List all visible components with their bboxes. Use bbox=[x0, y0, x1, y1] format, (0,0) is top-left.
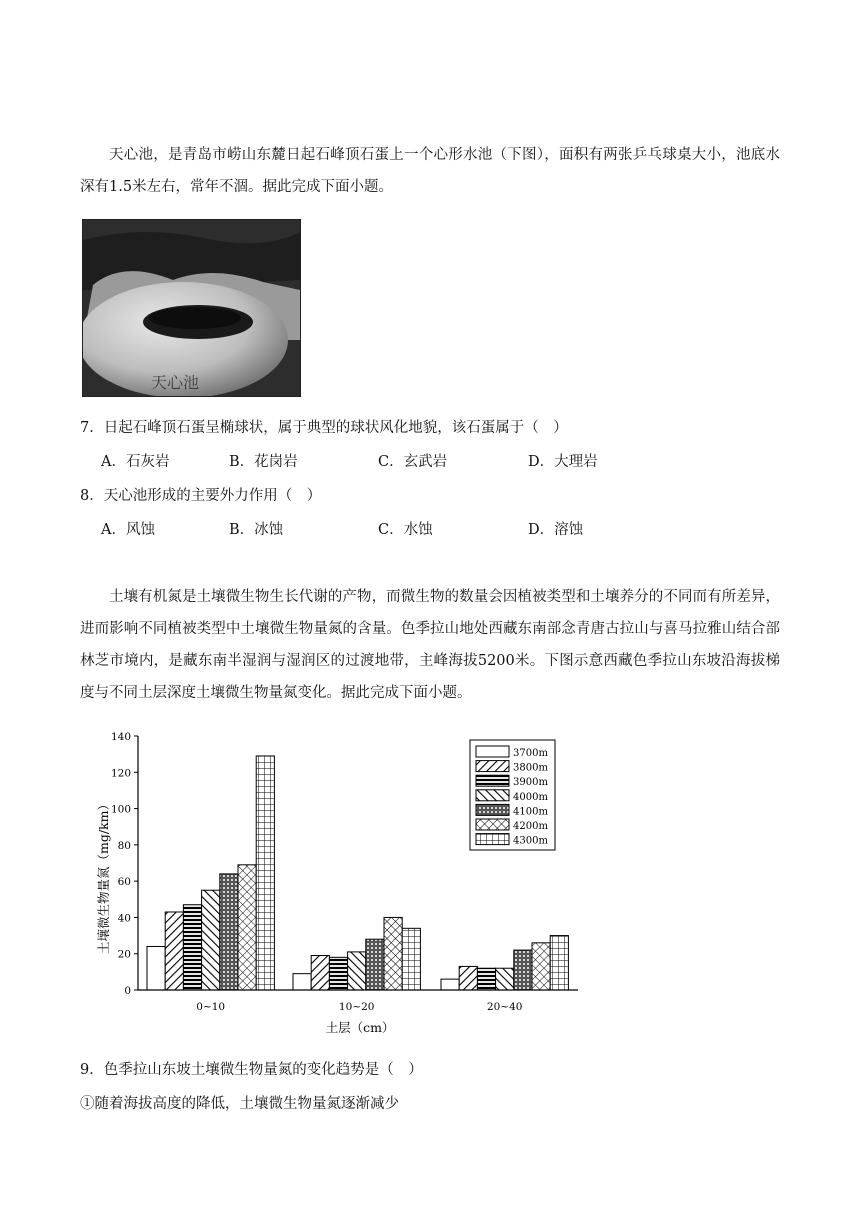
q7-option-d: D．大理岩 bbox=[528, 454, 598, 470]
y-axis-label: 土壤微生物量氮（mg/km） bbox=[96, 798, 111, 954]
y-tick-label: 120 bbox=[110, 767, 131, 780]
bar-3700m-0~10 bbox=[147, 946, 165, 990]
x-tick-label: 0~10 bbox=[196, 1001, 226, 1013]
bar-3800m-20~40 bbox=[459, 966, 477, 990]
y-tick-label: 100 bbox=[110, 803, 131, 816]
x-tick-label: 10~20 bbox=[338, 1001, 375, 1013]
q8-option-b: B．冰蚀 bbox=[229, 522, 284, 538]
question-8-stem: 8．天心池形成的主要外力作用（ ） bbox=[80, 488, 322, 504]
question-7-stem: 7．日起石峰顶石蛋呈椭球状，属于典型的球状风化地貌，该石蛋属于（ ） bbox=[80, 420, 568, 436]
bar-4200m-20~40 bbox=[532, 943, 550, 990]
bar-3700m-10~20 bbox=[293, 974, 311, 990]
bar-3900m-10~20 bbox=[329, 957, 347, 990]
bar-4200m-0~10 bbox=[238, 865, 256, 990]
y-tick-label: 0 bbox=[124, 985, 131, 997]
bar-4100m-0~10 bbox=[220, 874, 238, 990]
y-tick-label: 80 bbox=[117, 839, 131, 852]
x-tick-label: 20~40 bbox=[486, 1001, 523, 1013]
legend-swatch bbox=[476, 790, 509, 801]
photo-caption: 天心池 bbox=[151, 373, 200, 392]
bar-3800m-0~10 bbox=[165, 912, 183, 990]
bar-4000m-20~40 bbox=[496, 968, 514, 990]
legend-label: 4200m bbox=[513, 821, 548, 832]
bar-4200m-10~20 bbox=[384, 917, 402, 990]
q7-option-b: B．花岗岩 bbox=[229, 454, 298, 470]
legend-swatch bbox=[476, 775, 509, 786]
bar-3800m-10~20 bbox=[311, 956, 329, 990]
y-tick-label: 40 bbox=[117, 912, 131, 925]
bar-4300m-20~40 bbox=[550, 936, 568, 990]
y-tick-label: 60 bbox=[117, 876, 131, 889]
legend-label: 3700m bbox=[513, 748, 548, 759]
legend-swatch bbox=[476, 761, 509, 772]
passage-1: 天心池，是青岛市崂山东麓日起石峰顶石蛋上一个心形水池（下图），面积有两张乒乓球桌大小，池底水深有1.5米左右，常年不涸。据此完成下面小题。 bbox=[80, 147, 780, 195]
microbial-nitrogen-chart bbox=[90, 726, 590, 1044]
bar-4300m-0~10 bbox=[256, 756, 274, 990]
legend-swatch bbox=[476, 746, 509, 757]
bar-4000m-0~10 bbox=[202, 890, 220, 990]
bar-4100m-10~20 bbox=[366, 939, 384, 990]
legend-label: 4100m bbox=[513, 806, 548, 818]
q7-option-c: C．玄武岩 bbox=[378, 454, 448, 470]
legend-label: 4300m bbox=[513, 835, 548, 847]
legend-label: 3900m bbox=[513, 777, 548, 789]
q8-option-c: C．水蚀 bbox=[378, 522, 433, 538]
y-tick-label: 140 bbox=[110, 731, 131, 743]
legend-swatch bbox=[476, 804, 509, 815]
q8-option-a: A．风蚀 bbox=[101, 522, 155, 538]
question-9-stem: 9．色季拉山东坡土壤微生物量氮的变化趋势是（ ） bbox=[80, 1062, 423, 1078]
tianxinchi-photo bbox=[82, 219, 301, 397]
bar-3700m-20~40 bbox=[441, 979, 459, 990]
legend-label: 3800m bbox=[513, 762, 548, 774]
bar-4100m-20~40 bbox=[514, 950, 532, 990]
q8-option-d: D．溶蚀 bbox=[528, 522, 584, 538]
passage-2: 土壤有机氮是土壤微生物生长代谢的产物，而微生物的数量会因植被类型和土壤养分的不同而有所差异，进而影响不同植被类型中土壤微生物量氮的含量。色季拉山地处西藏东南部念青唐古拉山与喜马拉雅山结合部林芝市境内，是藏东南半湿润与湿润区的过渡地带，主峰海拔5200米。下图示意西藏色季拉山东坡沿海拔梯度与不同土层深度土壤微生物量氮变化。据此完成下面小题。 bbox=[80, 589, 780, 701]
bar-4300m-10~20 bbox=[402, 928, 420, 990]
y-tick-label: 20 bbox=[117, 948, 131, 961]
legend-swatch bbox=[476, 834, 509, 845]
q7-option-a: A．石灰岩 bbox=[101, 454, 170, 470]
x-axis-label: 土层（cm） bbox=[325, 1020, 395, 1035]
question-9-item-1: ①随着海拔高度的降低，土壤微生物量氮逐渐减少 bbox=[80, 1096, 399, 1112]
legend-label: 4000m bbox=[513, 791, 548, 803]
bar-3900m-0~10 bbox=[183, 905, 201, 990]
legend-swatch bbox=[476, 819, 509, 830]
bar-4000m-10~20 bbox=[348, 952, 366, 990]
bar-3900m-20~40 bbox=[477, 968, 495, 990]
